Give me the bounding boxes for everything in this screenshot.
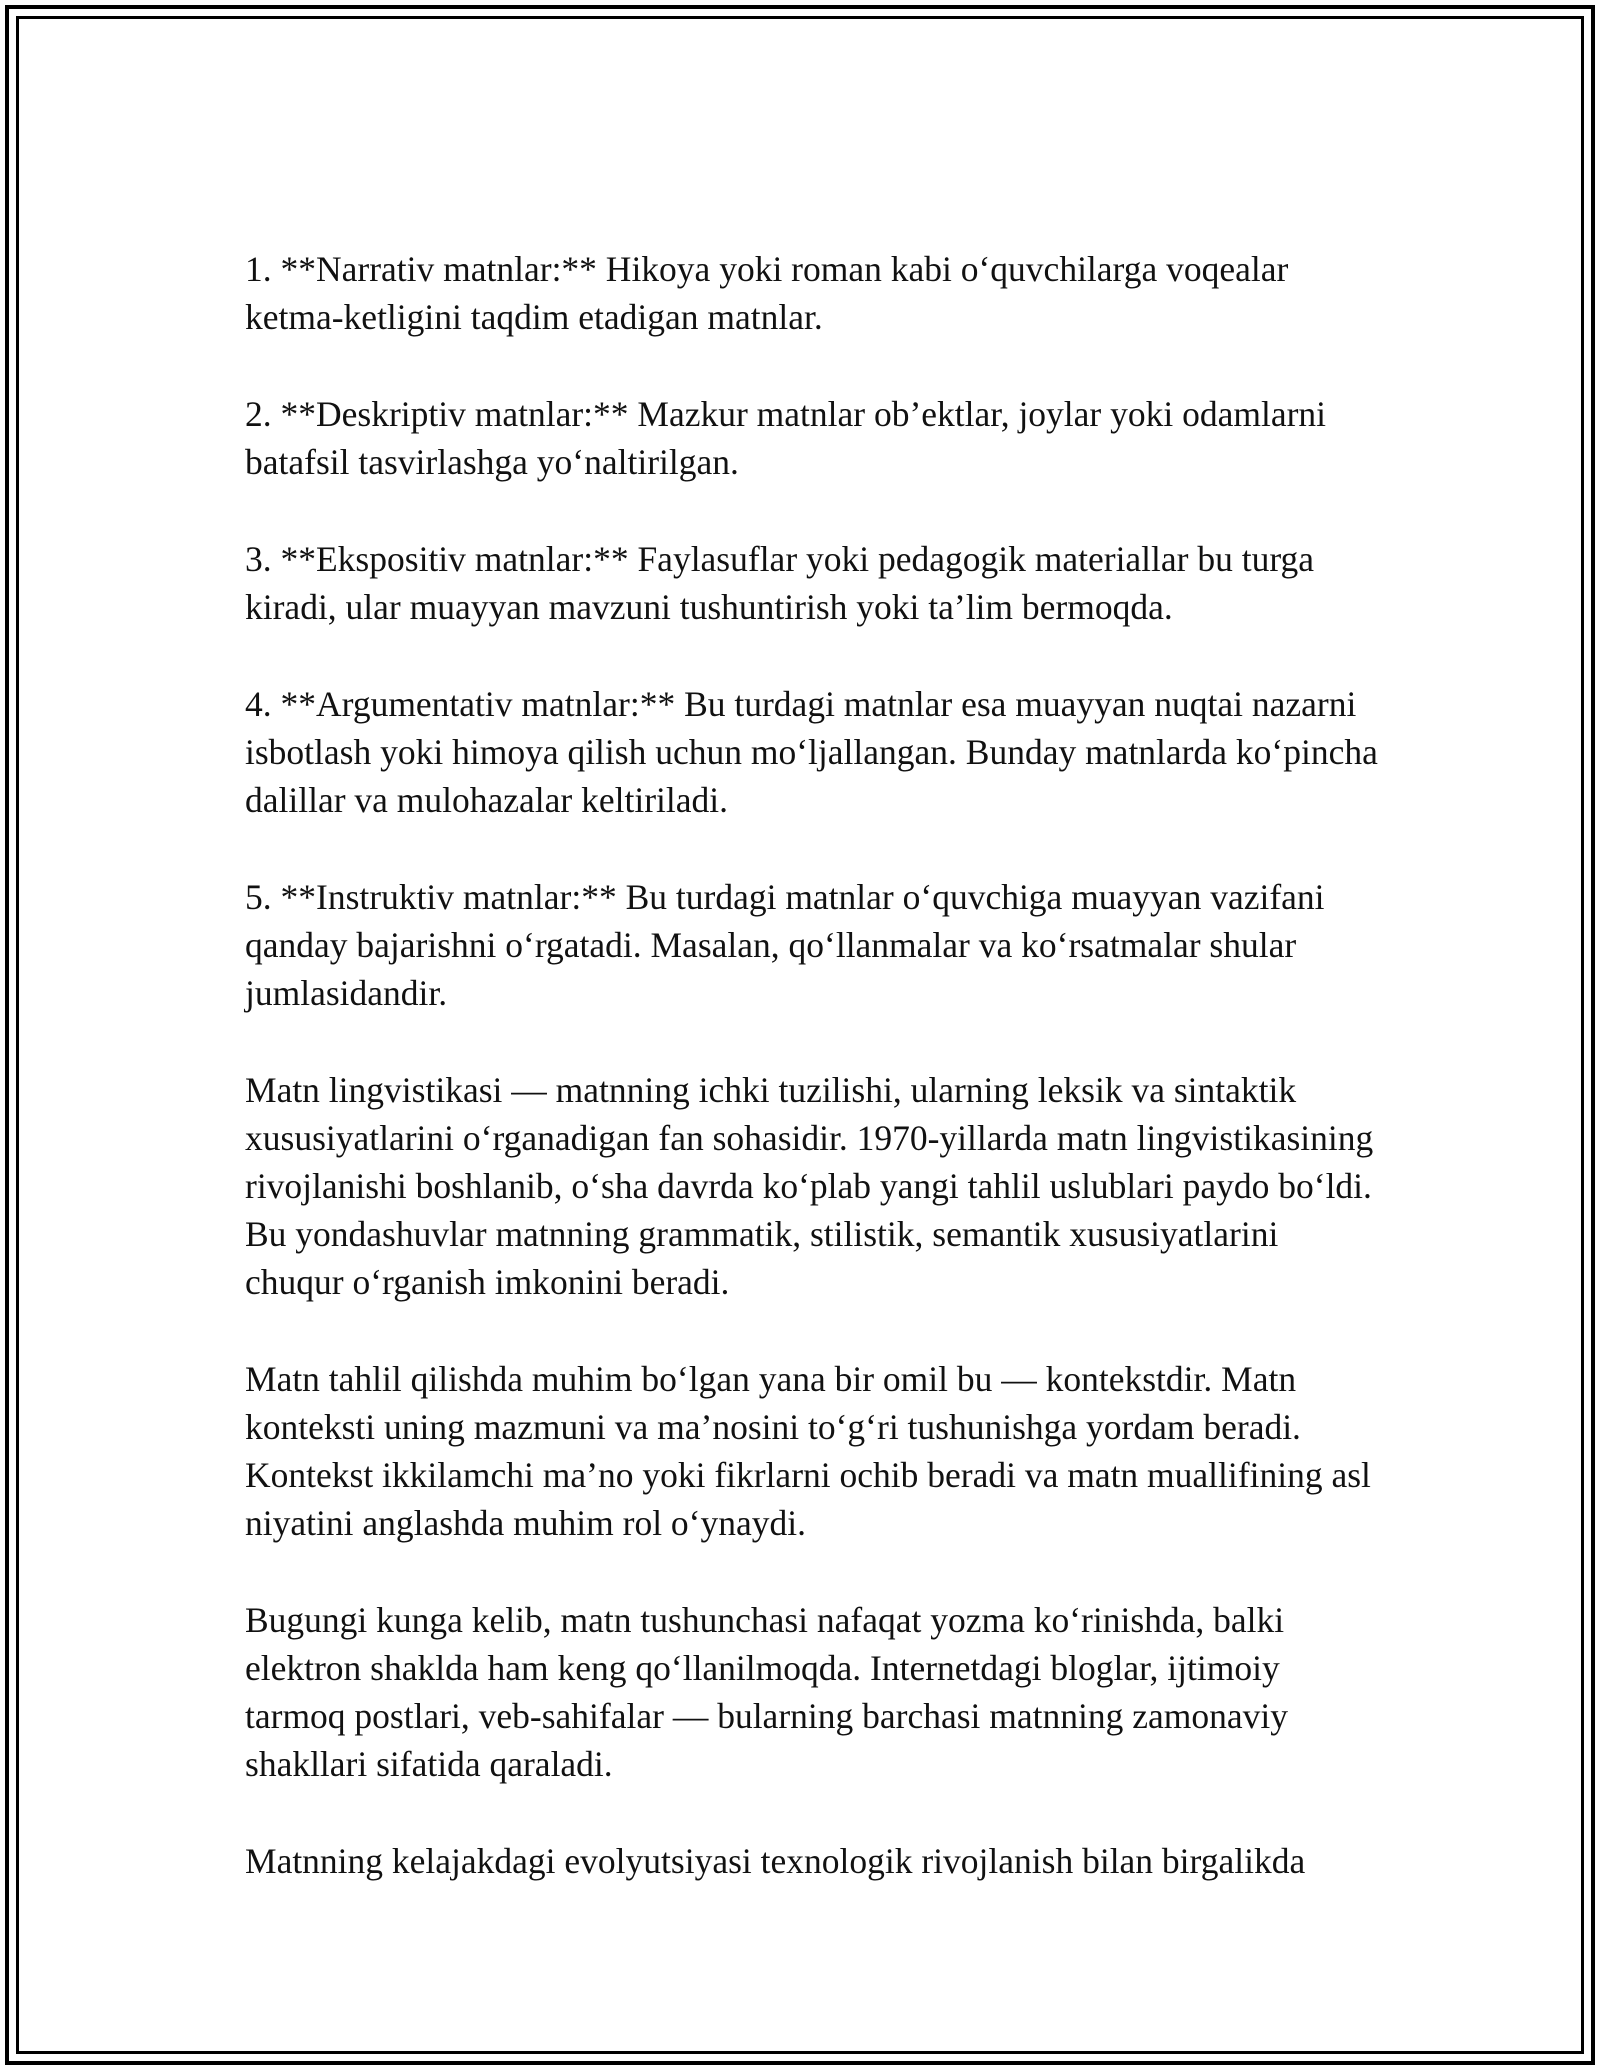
paragraph-elektron-matn: Bugungi kunga kelib, matn tushunchasi nafaqat yozma ko‘rinishda, balki elektron shaklda ham keng qo‘llanilmoqda. Internetdagi bloglar, ijtimoiy tarmoq postlari, veb-sahifalar — bularning barchasi matnning zamonaviy shakllari sifatida qaraladi. [245,1600,1288,1784]
list-item-deskriptiv: 2. **Deskriptiv matnlar:** Mazkur matnlar ob’ektlar, joylar yoki odamlarni batafsil tasvirlashga yo‘naltirilgan. [245,394,1327,482]
paragraph-kontekst: Matn tahlil qilishda muhim bo‘lgan yana bir omil bu — kontekstdir. Matn konteksti uning mazmuni va ma’nosini to‘g‘ri tushunishga yordam beradi. Kontekst ikkilamchi ma’no yoki fikrlarni ochib beradi va matn muallifining asl niyatini anglashda muhim rol o‘ynaydi. [245,1359,1371,1543]
list-item-ekspositiv: 3. **Ekspositiv matnlar:** Faylasuflar yoki pedagogik materiallar bu turga kiradi, ular muayyan mavzuni tushuntirish yoki ta’lim bermoqda. [245,539,1315,627]
list-item-instruktiv: 5. **Instruktiv matnlar:** Bu turdagi matnlar o‘quvchiga muayyan vazifani qanday bajarishni o‘rgatadi. Masalan, qo‘llanmalar va ko‘rsatmalar shular jumlasidandir. [245,877,1325,1013]
page-border [5,5,1595,2065]
list-item-argumentativ: 4. **Argumentativ matnlar:** Bu turdagi matnlar esa muayyan nuqtai nazarni isbotlash yoki himoya qilish uchun mo‘ljallangan. Bunday matnlarda ko‘pincha dalillar va mulohazalar keltiriladi. [245,684,1378,820]
paragraph-matn-lingvistikasi: Matn lingvistikasi — matnning ichki tuzilishi, ularning leksik va sintaktik xususiyatlarini o‘rganadigan fan sohasidir. 1970-yillarda matn lingvistikasining rivojlanishi boshlanib, o‘sha davrda ko‘plab yangi tahlil uslublari paydo bo‘ldi. Bu yondashuvlar matnning grammatik, stilistik, semantik xususiyatlarini chuqur o‘rganish imkonini beradi. [245,1070,1374,1302]
list-item-narrativ: 1. **Narrativ matnlar:** Hikoya yoki roman kabi o‘quvchilarga voqealar ketma-ketligini taqdim etadigan matnlar. [245,249,1289,337]
document-body [245,245,1385,1885]
paragraph-kelajak: Matnning kelajakdagi evolyutsiyasi texnologik rivojlanish bilan birgalikda [245,1841,1306,1881]
